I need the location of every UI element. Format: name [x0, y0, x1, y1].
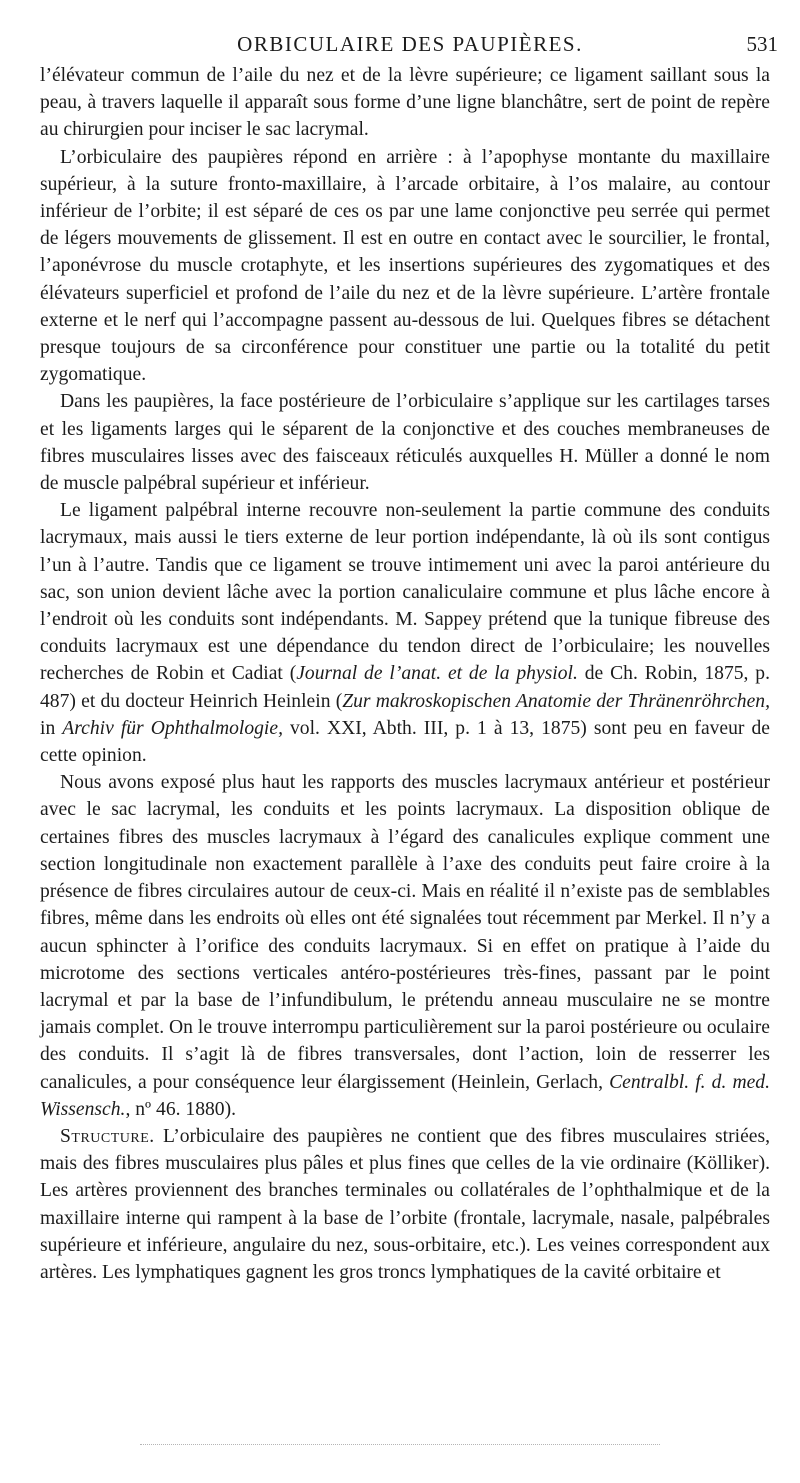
- text-run: Le ligament palpébral interne recouvre non-seulement la partie commune des conduits lacrymaux, mais aussi le tiers externe de leur portion indépendante, là où ils sont contigus l’un à l’autre. Tandis que ce ligament se trouve intimement uni avec la paroi antérieure du sac, son union devient lâche avec la portion canaliculaire commune et plus lâche encore à l’endroit où les conduits sont indépendants. M. Sappey prétend que la tunique fibreuse des conduits lacrymaux est une dépendance du tendon direct de l’orbiculaire; les nouvelles recherches de Robin et Cadiat (: [40, 500, 770, 685]
- section-label-structure: Structure.: [60, 1125, 155, 1147]
- bottom-rule: [140, 1444, 660, 1445]
- paragraph-structure: [40, 1123, 770, 1286]
- text-run: L’orbiculaire des paupières ne contient que des fibres musculaires striées, mais des fibres musculaires plus pâles et plus fines que celles de la vie ordinaire (Kölliker). Les artères proviennent des branches terminales ou collatérales de l’ophthalmique et de la maxillaire interne qui rampent à la base de l’orbite (frontale, lacrymale, nasale, palpébrales supérieure et inférieure, angulaire du nez, sous-orbitaire, etc.). Les veines correspondent aux artères. Les lymphatiques gagnent les gros troncs lymphatiques de la cavité orbitaire et: [40, 1125, 770, 1283]
- citation-archive: Archiv für Ophthalmologie,: [62, 717, 283, 739]
- text-run: in: [40, 717, 63, 739]
- paragraph-lacrimal-muscles: [40, 769, 770, 1123]
- paragraph-palpebral-ligament: [40, 497, 770, 769]
- body-text: [40, 62, 770, 1286]
- text-run: , nº 46. 1880).: [125, 1098, 237, 1120]
- text-run: de Ch. Robin, 1875, p. 487) et du docteur Heinrich Heinlein (: [40, 663, 770, 712]
- text-run: Nous avons exposé plus haut les rapports des muscles lacrymaux antérieur et postérieur avec le sac lacrymal, les conduits et les points lacrymaux. La disposition oblique de certaines fibres des muscles lacrymaux à l’égard des canalicules explique comment une section longitudinale non exactement parallèle à l’axe des conduits peut faire croire à la présence de fibres circulaires autour de ceux-ci. Mais en réalité il n’existe pas de semblables fibres, même dans les endroits où elles ont été signalées tout récemment par Merkel. Il n’y a aucun sphincter à l’orifice des conduits lacrymaux. Si en effet on pratique à l’aide du microtome des sections verticales antéro-postérieures très-fines, passant par le point lacrymal et par la base de l’infundibulum, le prétendu anneau musculaire ne se montre jamais complet. On le trouve interrompu particulièrement sur la paroi postérieure ou oculaire des conduits. Il s’agit là de fibres transversales, dont l’action, loin de resserrer les canalicules, a pour conséquence leur élargissement (Heinlein, Gerlach,: [40, 772, 770, 1093]
- paragraph-continuation: l’élévateur commun de l’aile du nez et de la lèvre supérieure; ce ligament saillant sous la peau, à travers laquelle il apparaît sous forme d’une ligne blanchâtre, sert de point de repère au chirurgien pour inciser le sac lacrymal.: [40, 65, 770, 141]
- text-run: vol. XXI, Abth. III, p. 1 à 13, 1875) sont peu en faveur de cette opinion.: [40, 717, 770, 767]
- citation-journal: Journal de l’anat. et de la physiol.: [296, 663, 578, 685]
- paragraph-eyelids: Dans les paupières, la face postérieure de l’orbiculaire s’applique sur les cartilages tarses et les ligaments larges qui le séparent de la conjonctive et des couches membraneuses de fibres musculaires lisses avec des faisceaux réticulés auxquelles H. Müller a donné le nom de muscle palpébral supérieur et inférieur.: [40, 391, 770, 495]
- page-number: 531: [746, 32, 778, 56]
- running-title: ORBICULAIRE DES PAUPIÈRES.: [237, 32, 583, 56]
- paragraph-orbicularis-relations: L’orbiculaire des paupières répond en arrière : à l’apophyse montante du maxillaire supérieur, à la suture fronto-maxillaire, à l’arcade orbitaire, à l’os malaire, au contour inférieur de l’orbite; il est séparé de ces os par une lame conjonctive peu serrée qui permet de légers mouvements de glissement. Il est en outre en contact avec le sourcilier, le frontal, l’aponévrose du muscle crotaphyte, et les insertions supérieures des zygomatiques et des élévateurs superficiel et profond de l’aile du nez et de la lèvre supérieure. L’artère frontale externe et le nerf qui l’accompagne passent au-dessous de lui. Quelques fibres se détachent presque toujours de sa circonférence pour constituer une partie ou la totalité du petit zygomatique.: [40, 146, 770, 386]
- citation-centralblatt: Centralbl. f. d. med. Wissensch.: [40, 1071, 770, 1120]
- page-header: [40, 24, 780, 54]
- citation-title: Zur makroskopischen Anatomie der Thränenröhrchen,: [342, 690, 770, 712]
